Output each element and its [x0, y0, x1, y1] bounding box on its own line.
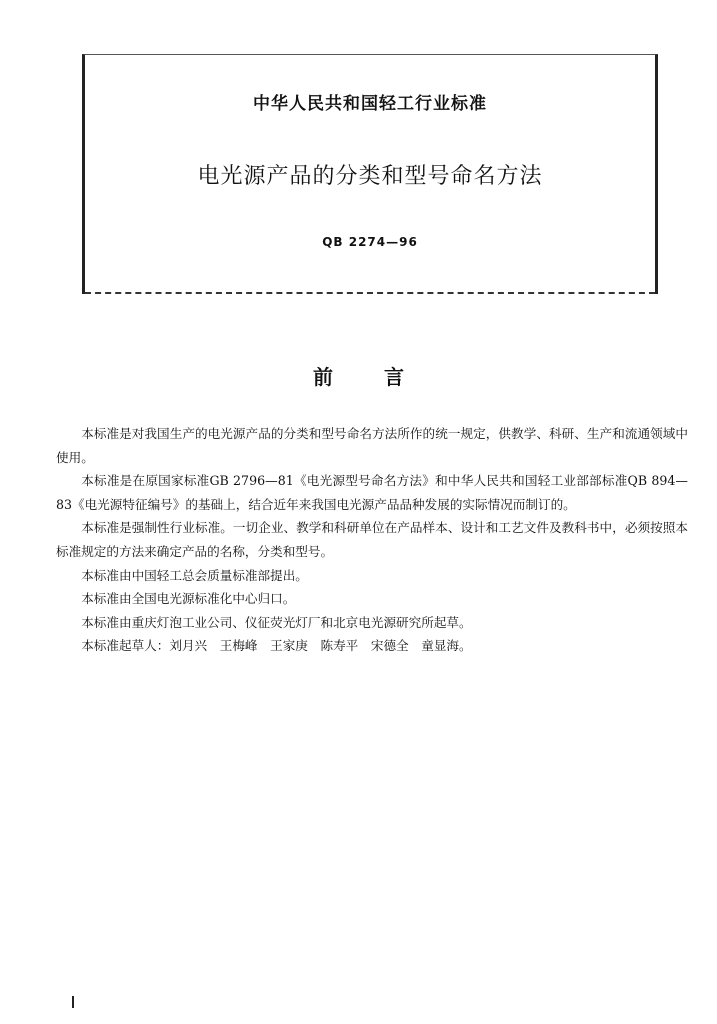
issuing-organization: 中华人民共和国轻工行业标准	[253, 94, 487, 114]
preface-paragraph: 本标准由中国轻工总会质量标准部提出。	[81, 567, 308, 583]
preface-paragraph: 本标准起草人：刘月兴 王梅峰 王家庚 陈寿平 宋德全 童显海。	[81, 638, 472, 654]
preface-paragraph: 本标准是在原国家标准GB 2796—81《电光源型号命名方法》和中华人民共和国轻工业部部标准QB 894—83《电光源特征编号》的基础上，结合近年来我国电光源产品品种发展的实际情况而制订的。	[56, 473, 688, 512]
preface-paragraph: 本标准由重庆灯泡工业公司、仪征荧光灯厂和北京电光源研究所起草。	[81, 614, 472, 630]
standard-code: QB 2274—96	[322, 235, 418, 249]
title-block	[82, 54, 658, 294]
preface-body	[56, 422, 688, 658]
scan-mark	[72, 996, 74, 1008]
standard-title: 电光源产品的分类和型号命名方法	[197, 164, 543, 189]
title-block-bottom-rule	[85, 292, 655, 294]
preface-heading: 前 言	[313, 365, 404, 389]
preface-paragraph: 本标准是强制性行业标准。一切企业、教学和科研单位在产品样本、设计和工艺文件及教科书中，必须按照本标准规定的方法来确定产品的名称，分类和型号。	[56, 520, 688, 559]
preface-paragraph: 本标准由全国电光源标准化中心归口。	[81, 591, 296, 607]
preface-paragraph: 本标准是对我国生产的电光源产品的分类和型号命名方法所作的统一规定，供教学、科研、生产和流通领域中使用。	[56, 426, 688, 465]
